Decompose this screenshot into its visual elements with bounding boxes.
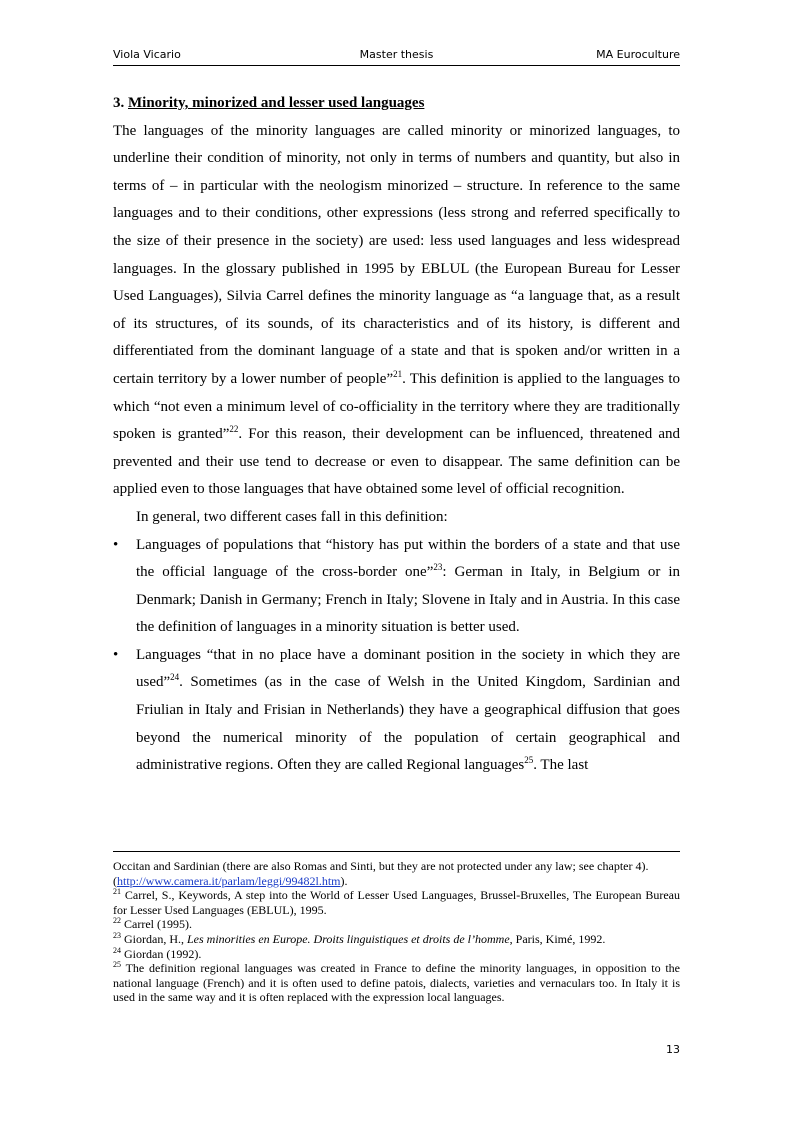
list-item-text: . The last: [533, 757, 589, 774]
footnote-23: $^{23}$ Giordan, H., Les minorities en Europe. Droits linguistiques et droits de l’homme, Paris, Kimé, 1992.: [113, 930, 606, 946]
footnote-continued: Occitan and Sardinian (there are also Romas and Sinti, but they are not protected under any law; see chapter 4).: [113, 859, 649, 873]
page-number: 13: [666, 1043, 680, 1056]
section-title: Minority, minorized and lesser used languages: [128, 95, 425, 111]
header-doc-type: Master thesis: [359, 48, 434, 61]
footnotes: [113, 859, 680, 1005]
header-program: MA Euroculture: [596, 48, 680, 61]
footnote-ref-25[interactable]: 25: [524, 755, 534, 766]
paragraph-cases-intro: In general, two different cases fall in this definition:: [136, 508, 448, 525]
list-item-text: Languages “that in no place have a dominant position in the society in which they are used”: [136, 646, 680, 691]
bullet-icon: •: [113, 536, 119, 553]
footnote-24: $^{24}$ Giordan (1992).: [113, 945, 202, 961]
footnote-link[interactable]: http://www.camera.it/parlam/leggi/99482l.htm: [117, 873, 341, 888]
list-item-text: : German in Italy, in Belgium or in Denmark; Danish in Germany; French in Italy; Slovene in Italy and in Austria. In this case the definition of languages in a minority situation is better used.: [136, 564, 681, 636]
list-item: [113, 532, 680, 642]
header-author: Viola Vicario: [113, 48, 181, 61]
footnote-25: $^{25}$ The definition regional languages was created in France to define the minority languages, in opposition to the national language (French) and it is often used to define patois, dialects, varieties and vernaculars too. In Italy it is used in the same way and it is often replaced with the expression local languages.: [113, 960, 680, 1005]
footnote-ref-23[interactable]: 23: [433, 562, 443, 573]
paragraph-definition: [113, 118, 680, 504]
paragraph-text-1: The languages of the minority languages are called minority or minorized languages, to underline their condition of minority, not only in terms of numbers and quantity, but also in terms of – in particular with the neologism minorized – structure. In reference to the same languages and to their conditions, other expressions (less strong and referred specifically to the size of their presence in the society) are used: less used languages and less widespread languages. In the glossary published in 1995 by EBLUL (the European Bureau for Lesser Used Languages), Silvia Carrel defines the minority language as “a language that, as a result of its structures, of its sounds, of its characteristics and of its history, is different and differentiated from the dominant language of a state and that is spoken and/or written in a certain territory by a lower number of people”: [113, 122, 680, 387]
list-item-text: . Sometimes (as in the case of Welsh in the United Kingdom, Sardinian and Friulian in Italy and Frisian in Netherlands) they have a geographical diffusion that goes beyond the numerical minority of the population of certain geographical and administrative regions. Often they are called Regional languages: [136, 674, 680, 774]
paragraph-text-3: . For this reason, their development can be influenced, threatened and prevented and their use tend to decrease or even to disappear. The same definition can be applied even to those languages that have obtained some level of official recognition.: [113, 426, 680, 498]
section-number: 3.: [113, 95, 125, 111]
list-item: [113, 642, 680, 780]
footnote-ref-21[interactable]: 21: [393, 368, 403, 379]
footnote-separator: [113, 851, 680, 852]
paragraph-text-2: . This definition is applied to the languages to which “not even a minimum level of co-officiality in the territory where they are traditionally spoken is granted”: [113, 370, 680, 443]
footnote-ref-22[interactable]: 22: [229, 424, 239, 435]
section-heading: [113, 90, 680, 118]
running-header: [113, 47, 680, 66]
list-item-text: Languages of populations that “history has put within the borders of a state and that use the official language of the cross-border one”: [136, 536, 680, 581]
footnote-22: $^{22}$ Carrel (1995).: [113, 916, 192, 932]
cases-list: [113, 532, 680, 780]
bullet-icon: •: [113, 646, 119, 663]
body-text: [113, 90, 680, 780]
footnote-link-line: (http://www.camera.it/parlam/leggi/99482l.htm).: [113, 873, 348, 888]
footnote-21: $^{21}$ Carrel, S., Keywords, A step into the World of Lesser Used Languages, Brussel-Bruxelles, The European Bureau for Lesser Used Languages (EBLUL), 1995.: [113, 887, 681, 917]
footnote-ref-24[interactable]: 24: [170, 672, 180, 683]
